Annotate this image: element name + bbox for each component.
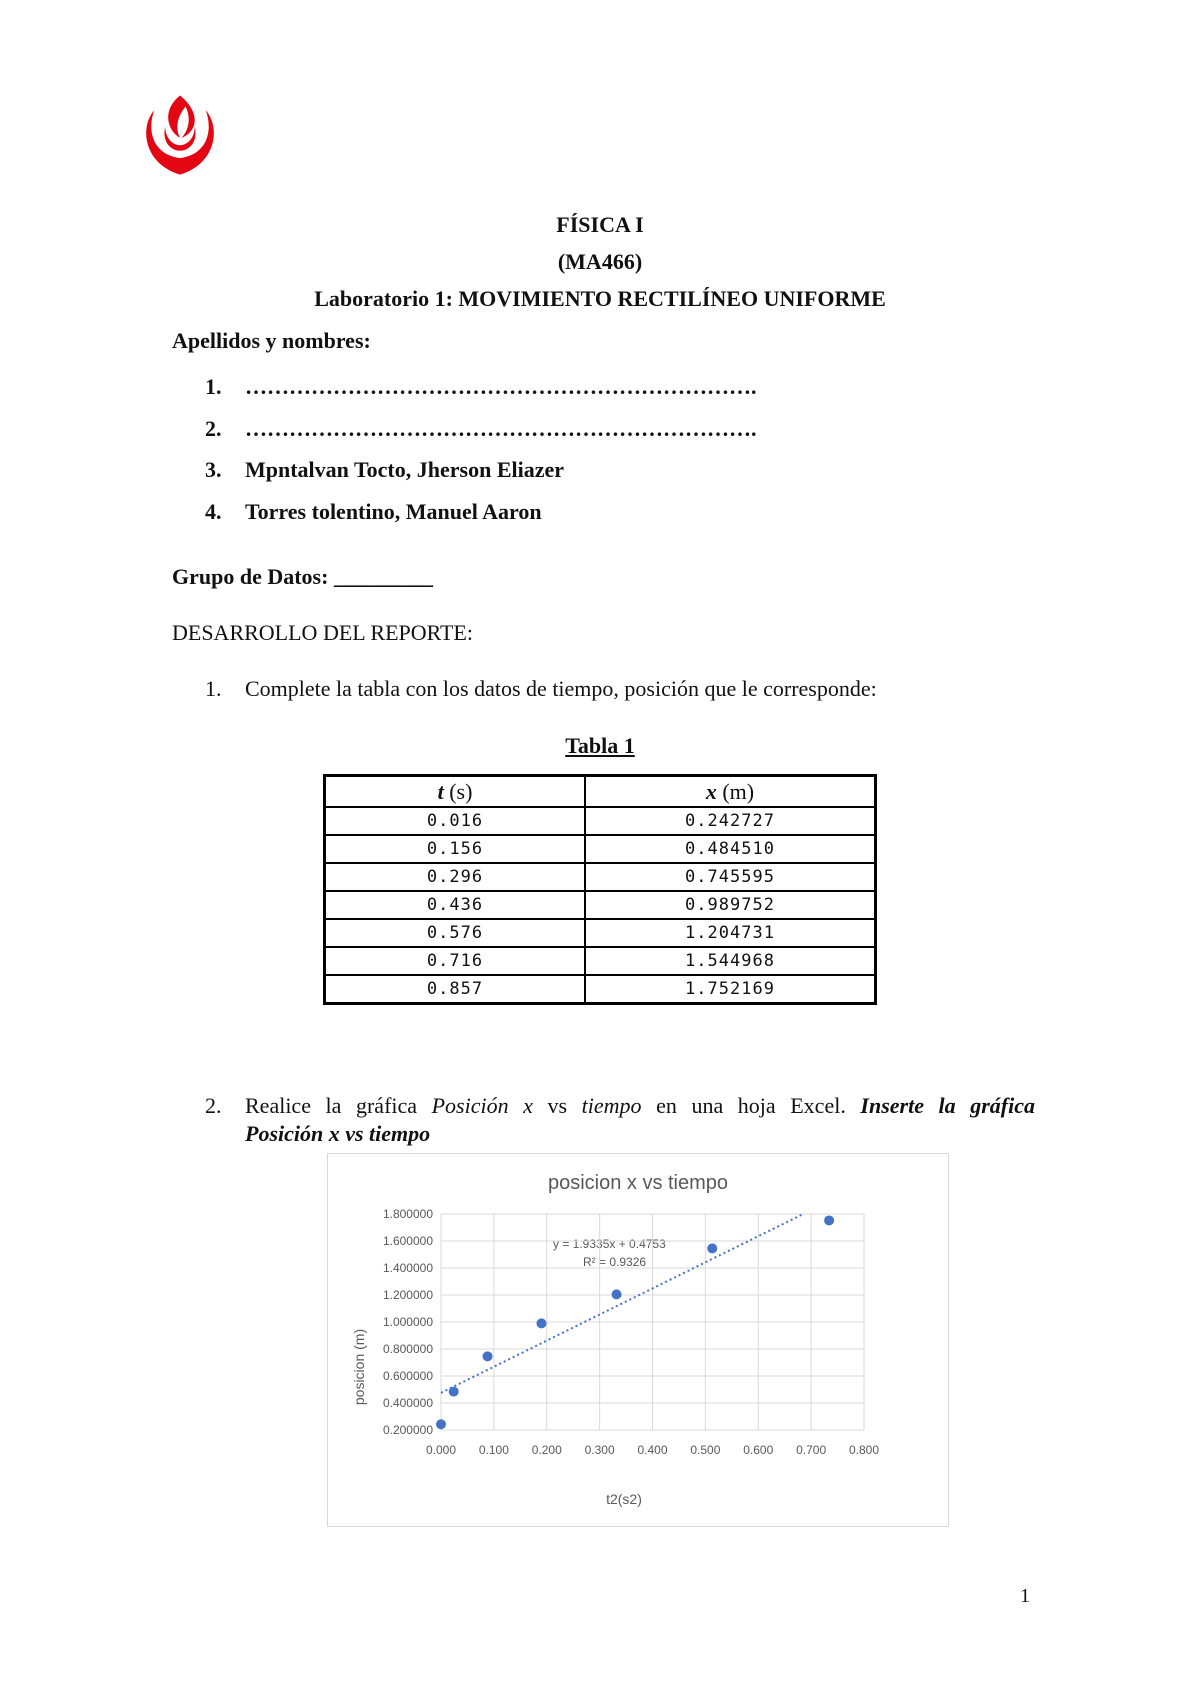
cell-time: 0.156 (325, 835, 586, 863)
x-tick-label: 0.100 (478, 1443, 509, 1457)
x-tick-label: 0.800 (848, 1443, 880, 1457)
x-tick-label: 0.600 (743, 1443, 774, 1457)
data-point (612, 1289, 622, 1299)
page-number: 1 (1020, 1585, 1030, 1607)
x-tick-label: 0.500 (690, 1443, 721, 1457)
x-tick-label: 0.000 (425, 1443, 457, 1457)
students-list (205, 366, 757, 532)
item-1-text: Complete la tabla con los datos de tiempo, posición que le corresponde: (245, 676, 877, 701)
scatter-chart (328, 1154, 948, 1526)
cell-position: 0.989752 (585, 891, 876, 919)
item-2-text: Realice la gráfica Posición x vs tiempo en una hoja Excel. Inserte la gráfica (245, 1093, 1035, 1118)
student-item: 2. ……………………………………………………………. (205, 415, 757, 441)
x-tick-label: 0.700 (796, 1443, 827, 1457)
x-tick-label: 0.200 (531, 1443, 562, 1457)
item-1: 1. Complete la tabla con los datos de tiempo, posición que le corresponde: (205, 676, 877, 701)
students-label: Apellidos y nombres: (172, 328, 371, 353)
y-tick-label: 1.200000 (382, 1288, 433, 1302)
data-point (449, 1387, 459, 1397)
table-header-row (325, 776, 876, 808)
table-row (325, 807, 876, 835)
lab-title: Laboratorio 1: MOVIMIENTO RECTILÍNEO UNIFORME (314, 286, 886, 311)
y-tick-label: 1.600000 (382, 1234, 433, 1248)
y-tick-label: 0.400000 (382, 1396, 433, 1410)
cell-time: 0.016 (325, 807, 586, 835)
table-row (325, 975, 876, 1004)
cell-position: 1.204731 (585, 919, 876, 947)
y-tick-label: 0.600000 (382, 1369, 433, 1383)
cell-position: 0.745595 (585, 863, 876, 891)
y-tick-label: 1.400000 (382, 1261, 433, 1275)
student-name: Mpntalvan Tocto, Jherson Eliazer (245, 457, 565, 482)
header-time: t (s) (325, 776, 586, 808)
student-item: 1. ……………………………………………………………. (205, 374, 757, 399)
course-title: FÍSICA I (556, 212, 644, 237)
chart-title: posicion x vs tiempo (547, 1172, 729, 1194)
cell-position: 1.752169 (585, 975, 876, 1004)
table-row (325, 919, 876, 947)
chart-y-label: posicion (m) (351, 1328, 367, 1406)
data-point (536, 1318, 546, 1328)
grupo-blank[interactable]: _________ (333, 564, 433, 589)
cell-time: 0.716 (325, 947, 586, 975)
section-title: DESARROLLO DEL REPORTE: (172, 620, 473, 645)
data-table (323, 774, 877, 1005)
course-code: (MA466) (557, 249, 643, 274)
grupo-label: Grupo de Datos: (172, 564, 329, 589)
table-row (325, 891, 876, 919)
y-tick-label: 0.800000 (382, 1342, 433, 1356)
cell-time: 0.576 (325, 919, 586, 947)
trendline-equation: y = 1.9335x + 0.4753 (553, 1237, 666, 1251)
data-point (824, 1215, 834, 1225)
y-tick-label: 0.200000 (382, 1423, 433, 1437)
header-position: x (m) (585, 776, 876, 808)
student-blank[interactable]: ……………………………………………………………. (245, 415, 757, 441)
cell-time: 0.296 (325, 863, 586, 891)
y-tick-label: 1.000000 (382, 1315, 433, 1329)
student-item: 4. Torres tolentino, Manuel Aaron (205, 498, 542, 524)
table-row (325, 947, 876, 975)
item-2: 2. Realice la gráfica Posición x vs tiempo en una hoja Excel. Inserte la gráfica Posición x vs tiempo (205, 1093, 1035, 1146)
trendline-r2: R² = 0.9326 (583, 1255, 647, 1269)
chart-grid (441, 1214, 864, 1430)
table-row (325, 863, 876, 891)
data-point (436, 1419, 446, 1429)
data-point (707, 1243, 717, 1253)
chart-container (327, 1153, 949, 1527)
university-flame-logo (134, 90, 226, 182)
student-name: Torres tolentino, Manuel Aaron (245, 498, 542, 524)
student-item: 3. Mpntalvan Tocto, Jherson Eliazer (205, 457, 565, 482)
x-tick-label: 0.400 (637, 1443, 668, 1457)
grupo-line (172, 564, 433, 590)
table-row (325, 835, 876, 863)
item-2-text-line2: Posición x vs tiempo (245, 1121, 431, 1146)
y-tick-label: 1.800000 (382, 1207, 433, 1221)
cell-position: 0.242727 (585, 807, 876, 835)
table-title: Tabla 1 (565, 733, 635, 758)
student-blank[interactable]: ……………………………………………………………. (245, 374, 757, 399)
cell-position: 1.544968 (585, 947, 876, 975)
chart-x-label: t2(s2) (606, 1491, 642, 1507)
cell-time: 0.857 (325, 975, 586, 1004)
cell-time: 0.436 (325, 891, 586, 919)
data-point (483, 1351, 493, 1361)
x-tick-label: 0.300 (584, 1443, 615, 1457)
cell-position: 0.484510 (585, 835, 876, 863)
